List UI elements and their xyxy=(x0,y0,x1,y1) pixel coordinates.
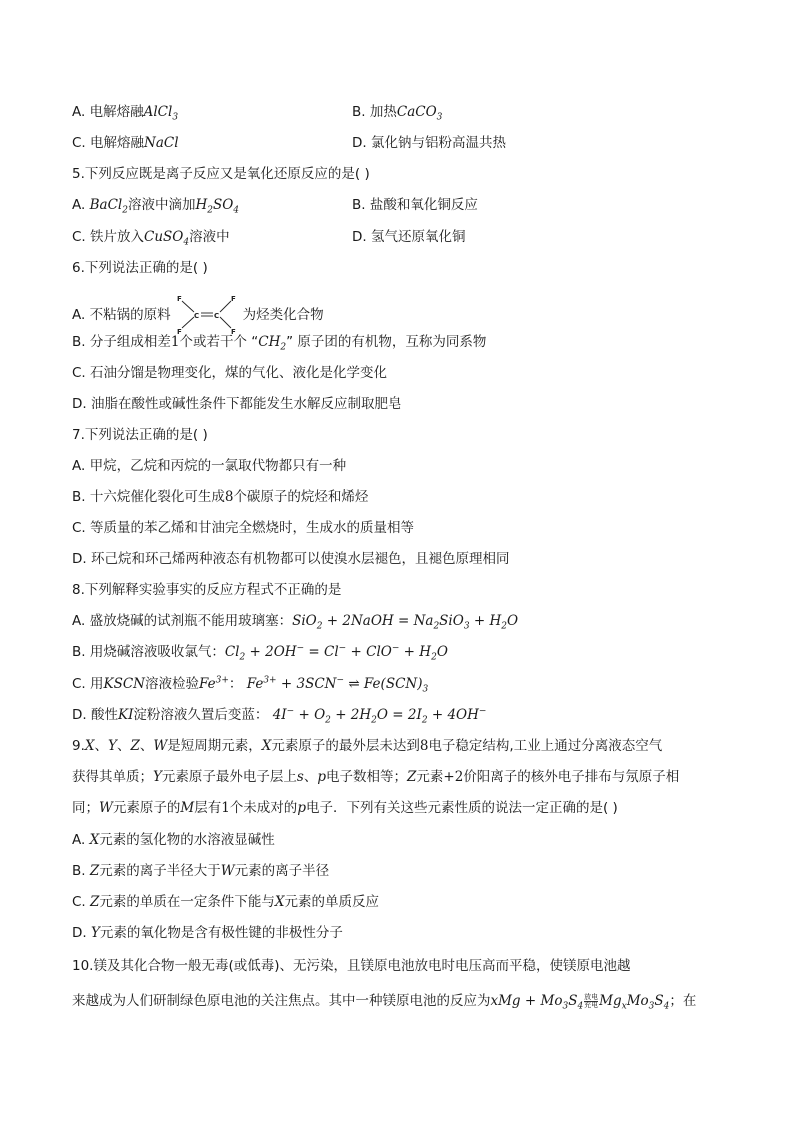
q8-option-a: A. 盛放烧碱的试剂瓶不能用玻璃塞：SiO$_2$ + 2NaOH = $Na_2SiO_3 + H_2O$ xyxy=(72,613,519,632)
q8-option-b: B. 用烧碱溶液吸收氯气：$Cl_2 + 2OH^- = Cl^- + ClO^- + H_2O$ xyxy=(72,643,448,663)
svg-text:F: F xyxy=(230,328,236,336)
q8-option-c: C. 用KSCN溶液检验$Fe^{3+}$： $Fe^{3+} + 3SCN^-$ ⇌ $Fe(SCN)_3$ xyxy=(72,675,429,695)
q4-option-c: C. 电解熔融NaCl xyxy=(72,135,179,151)
q7-option-c: C. 等质量的苯乙烯和甘油完全燃烧时，生成水的质量相等 xyxy=(72,520,415,536)
q5-stem: 5.下列反应既是离子反应又是氧化还原反应的是( ) xyxy=(72,166,370,182)
q5-option-d: D. 氢气还原氧化铜 xyxy=(352,229,466,245)
q4-option-d: D. 氯化钠与铝粉高温共热 xyxy=(352,135,506,151)
q8-option-d: D. 酸性KI淀粉溶液久置后变蓝： $4I^- + O_2 + 2H_2O = 2I_2 + 4OH^-$ xyxy=(72,706,487,726)
q8-stem: 8.下列解释实验事实的反应方程式不正确的是 xyxy=(72,582,342,598)
tetrafluoroethylene-structure-icon xyxy=(175,294,239,336)
q5-option-b: B. 盐酸和氧化铜反应 xyxy=(352,197,478,213)
q6-option-a: A. 不粘锅的原料 F F F F C C 为烃类化合物 xyxy=(72,295,324,336)
q7-stem: 7.下列说法正确的是( ) xyxy=(72,427,208,443)
q6-option-c: C. 石油分馏是物理变化，煤的气化、液化是化学变化 xyxy=(72,365,388,381)
svg-text:F: F xyxy=(176,295,182,303)
q7-option-b: B. 十六烷催化裂化可生成8个碳原子的烷烃和烯烃 xyxy=(72,489,369,505)
q6-option-d: D. 油脂在酸性或碱性条件下都能发生水解反应制取肥皂 xyxy=(72,396,402,412)
equation-sio2-naoh: SiO$_2$ + 2NaOH = $Na_2SiO_3 + H_2O$ xyxy=(292,613,519,632)
q7-option-a: A. 甲烷，乙烷和丙烷的一氯取代物都只有一种 xyxy=(72,458,347,474)
q9-option-b: B. Z元素的离子半径大于W元素的离子半径 xyxy=(72,863,330,879)
q9-stem-line-1: 9.X、Y、Z、W是短周期元素，X元素原子的最外层未达到8电子稳定结构,工业上通过分离液态空气 xyxy=(72,738,663,754)
equation-fe-scn: $Fe^{3+} + 3SCN^-$ ⇌ $Fe(SCN)_3$ xyxy=(246,675,429,695)
q5-option-a: A. BaCl$_2$溶液中滴加$H_2SO_4$ xyxy=(72,197,240,216)
q4-option-b: B. 加热CaCO$_3$ xyxy=(352,104,443,123)
formula-caco3: CaCO$_3$ xyxy=(396,104,443,123)
q9-stem-line-3: 同；W元素原子的M层有1个未成对的p电子．下列有关这些元素性质的说法一定正确的是( ) xyxy=(72,800,618,816)
formula-nacl: NaCl xyxy=(144,135,179,151)
q6-stem: 6.下列说法正确的是( ) xyxy=(72,260,208,276)
equation-mg-battery: xMg + $Mo_3S_4$ xyxy=(490,993,584,1012)
q9-option-a: A. X元素的氢化物的水溶液显碱性 xyxy=(72,832,275,848)
q6-option-b: B. 分子组成相差1个或若干个 “$CH_2$” 原子团的有机物，互称为同系物 xyxy=(72,334,487,353)
formula-alcl3: AlCl$_3$ xyxy=(143,104,179,123)
q5-option-c: C. 铁片放入CuSO$_4$溶液中 xyxy=(72,229,230,248)
svg-text:C: C xyxy=(193,312,199,320)
q9-stem-line-2: 获得其单质；Y元素原子最外电子层上s、p电子数相等；Z元素+2价阳离子的核外电子排布与氖原子相 xyxy=(72,769,680,785)
svg-text:C: C xyxy=(213,312,219,320)
reversible-arrow-icon: ⇌ xyxy=(348,676,360,692)
equation-cl2-oh: $Cl_2 + 2OH^- = Cl^- + ClO^- + H_2O$ xyxy=(224,643,448,663)
svg-text:F: F xyxy=(176,328,182,336)
charge-discharge-arrow: 放电 充电 xyxy=(584,992,599,1009)
equation-ki-o2: $4I^- + O_2 + 2H_2O = 2I_2 + 4OH^-$ xyxy=(272,706,487,726)
q4-option-a: A. 电解熔融AlCl$_3$ xyxy=(72,104,179,123)
q7-option-d: D. 环己烷和环己烯两种液态有机物都可以使溴水层褪色，且褪色原理相同 xyxy=(72,551,510,567)
q10-stem-line-1: 10.镁及其化合物一般无毒(或低毒)、无污染，且镁原电池放电时电压高而平稳，使镁原电池越 xyxy=(72,958,631,974)
q9-option-c: C. Z元素的单质在一定条件下能与X元素的单质反应 xyxy=(72,894,380,910)
q10-stem-line-2: 来越成为人们研制绿色原电池的关注焦点。其中一种镁原电池的反应为xMg + $Mo_3S_4$ 放电 充电 $Mg_xMo_3S_4$；在 xyxy=(72,992,697,1012)
q9-option-d: D. Y元素的氧化物是含有极性键的非极性分子 xyxy=(72,925,343,941)
svg-text:F: F xyxy=(230,295,236,303)
